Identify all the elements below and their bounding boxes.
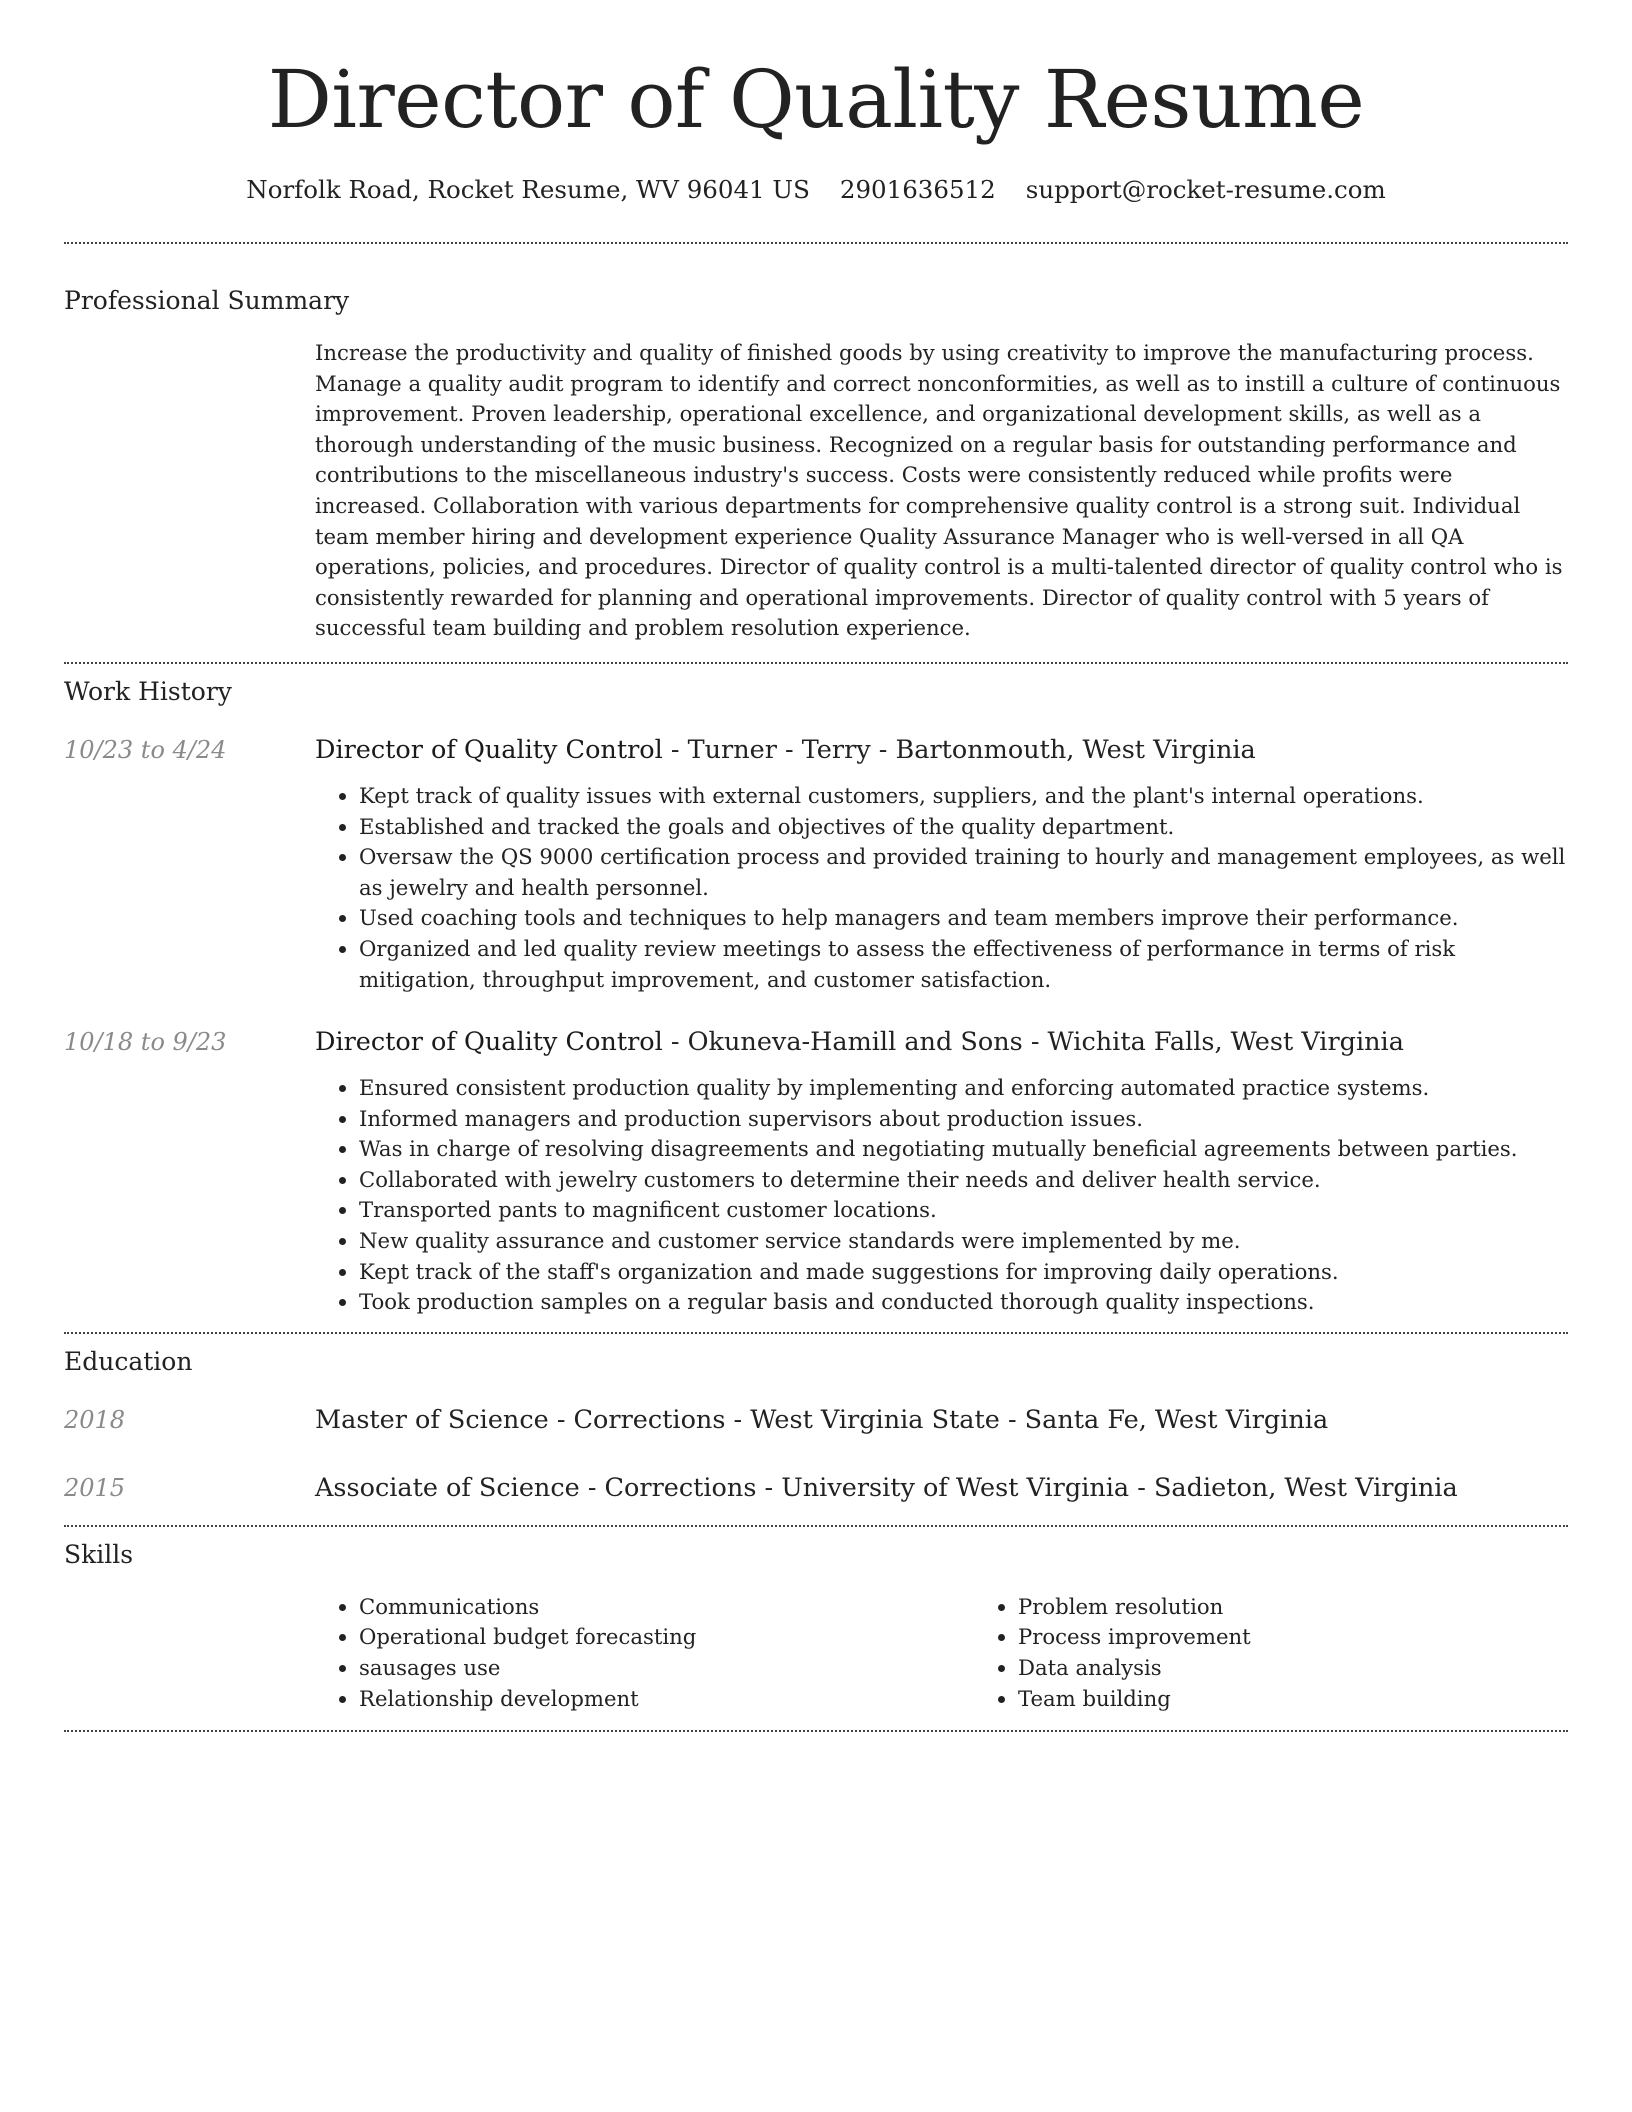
summary-spacer (64, 338, 315, 644)
job-bullet: • Kept track of the staff's organization and made suggestions for improving daily operations. (359, 1257, 1568, 1288)
job-body (315, 1025, 1568, 1318)
job-bullet: • Collaborated with jewelry customers to determine their needs and deliver health service. (359, 1165, 1568, 1196)
job-bullet: • Established and tracked the goals and objectives of the quality department. (359, 812, 1568, 843)
job-bullet: • Was in charge of resolving disagreements and negotiating mutually beneficial agreements between parties. (359, 1134, 1568, 1165)
education-degree: Master of Science - Corrections - West Virginia State - Santa Fe, West Virginia (315, 1404, 1329, 1435)
summary-body (315, 338, 1568, 644)
job-bullet: • Informed managers and production supervisors about production issues. (359, 1104, 1568, 1135)
skill-item: • Problem resolution (1018, 1592, 1632, 1623)
job-role: Director of Quality Control (315, 734, 663, 765)
job-bullet: • Took production samples on a regular basis and conducted thorough quality inspections. (359, 1287, 1568, 1318)
job-dates: 10/23 to 4/24 (64, 735, 227, 764)
work-history-heading: Work History (64, 676, 232, 706)
job-details: - Okuneva-Hamill and Sons - Wichita Falls, West Virginia (662, 1027, 1404, 1058)
divider (64, 1730, 1568, 1732)
job-bullet: • Transported pants to magnificent customer locations. (359, 1195, 1568, 1226)
summary-text: Increase the productivity and quality of finished goods by using creativity to improve the manufacturing process. Manage a quality audit program to identify and correct nonconformities, as well as to instill a culture of continuous improvement. Proven leadership, operational excellence, and organizational development skills, as well as a thorough understanding of the music business. Recognized on a regular basis for outstanding performance and contributions to the miscellaneous industry's success. Costs were consistently reduced while profits were increased. Collaboration with various departments for comprehensive quality control is a strong suit. Individual team member hiring and development experience Quality Assurance Manager who is well-versed in all QA operations, policies, and procedures. Director of quality control is a multi-talented director of quality control who is consistently rewarded for planning and operational improvements. Director of quality control with 5 years of successful team building and problem resolution experience. (315, 340, 1563, 641)
job-title (315, 733, 1568, 767)
divider (64, 662, 1568, 664)
job-bullets (315, 781, 1568, 995)
education-section (64, 1345, 1568, 1505)
job-bullet: • Oversaw the QS 9000 certification process and provided training to hourly and management employees, as well as jewelry and health personnel. (359, 842, 1568, 903)
summary-row (64, 338, 1568, 644)
education-degree: Associate of Science - Corrections - University of West Virginia - Sadieton, West Virginia (315, 1472, 1458, 1503)
skill-item: • Data analysis (1018, 1653, 1632, 1684)
education-entry (64, 1471, 1568, 1505)
skill-item: • Process improvement (1018, 1622, 1632, 1653)
education-year: 2018 (64, 1405, 126, 1434)
job-entry (64, 1025, 1568, 1318)
skill-item: • Operational budget forecasting (359, 1622, 974, 1653)
contact-address: Norfolk Road, Rocket Resume, WV 96041 US (246, 175, 810, 204)
skill-item: • Team building (1018, 1684, 1632, 1715)
job-bullet: • Organized and led quality review meetings to assess the effectiveness of performance in terms of risk mitigation, throughput improvement, and customer satisfaction. (359, 934, 1568, 995)
job-body (315, 733, 1568, 995)
job-details: - Turner - Terry - Bartonmouth, West Virginia (662, 734, 1256, 765)
work-history-section (64, 675, 1568, 1318)
skills-heading: Skills (64, 1539, 134, 1569)
skills-spacer (64, 1592, 315, 1714)
education-year: 2015 (64, 1473, 126, 1502)
divider (64, 1525, 1568, 1527)
divider (64, 1332, 1568, 1334)
resume-page (64, 0, 1568, 1732)
skills-list-right (974, 1592, 1632, 1714)
summary-heading: Professional Summary (64, 286, 350, 315)
job-bullet: • New quality assurance and customer service standards were implemented by me. (359, 1226, 1568, 1257)
job-bullet: • Kept track of quality issues with external customers, suppliers, and the plant's internal operations. (359, 781, 1568, 812)
education-entry (64, 1403, 1568, 1437)
skills-section (64, 1538, 1568, 1714)
job-bullets (315, 1073, 1568, 1318)
job-role: Director of Quality Control (315, 1027, 663, 1058)
divider (64, 242, 1568, 244)
skill-item: • sausages use (359, 1653, 974, 1684)
skills-grid (315, 1592, 1568, 1714)
contact-phone: 2901636512 (839, 175, 996, 204)
skill-item: • Communications (359, 1592, 974, 1623)
contact-line (64, 174, 1568, 206)
summary-section (64, 284, 1568, 644)
skills-row (64, 1592, 1568, 1714)
job-title (315, 1025, 1568, 1059)
job-bullet: • Ensured consistent production quality by implementing and enforcing automated practice systems. (359, 1073, 1568, 1104)
job-bullet: • Used coaching tools and techniques to help managers and team members improve their performance. (359, 903, 1568, 934)
job-dates: 10/18 to 9/23 (64, 1028, 227, 1057)
skills-list-left (315, 1592, 974, 1714)
skill-item: • Relationship development (359, 1684, 974, 1715)
contact-email: support@rocket-resume.com (1025, 175, 1386, 204)
education-heading: Education (64, 1346, 193, 1376)
job-entry (64, 733, 1568, 995)
resume-title: Director of Quality Resume (267, 53, 1365, 146)
